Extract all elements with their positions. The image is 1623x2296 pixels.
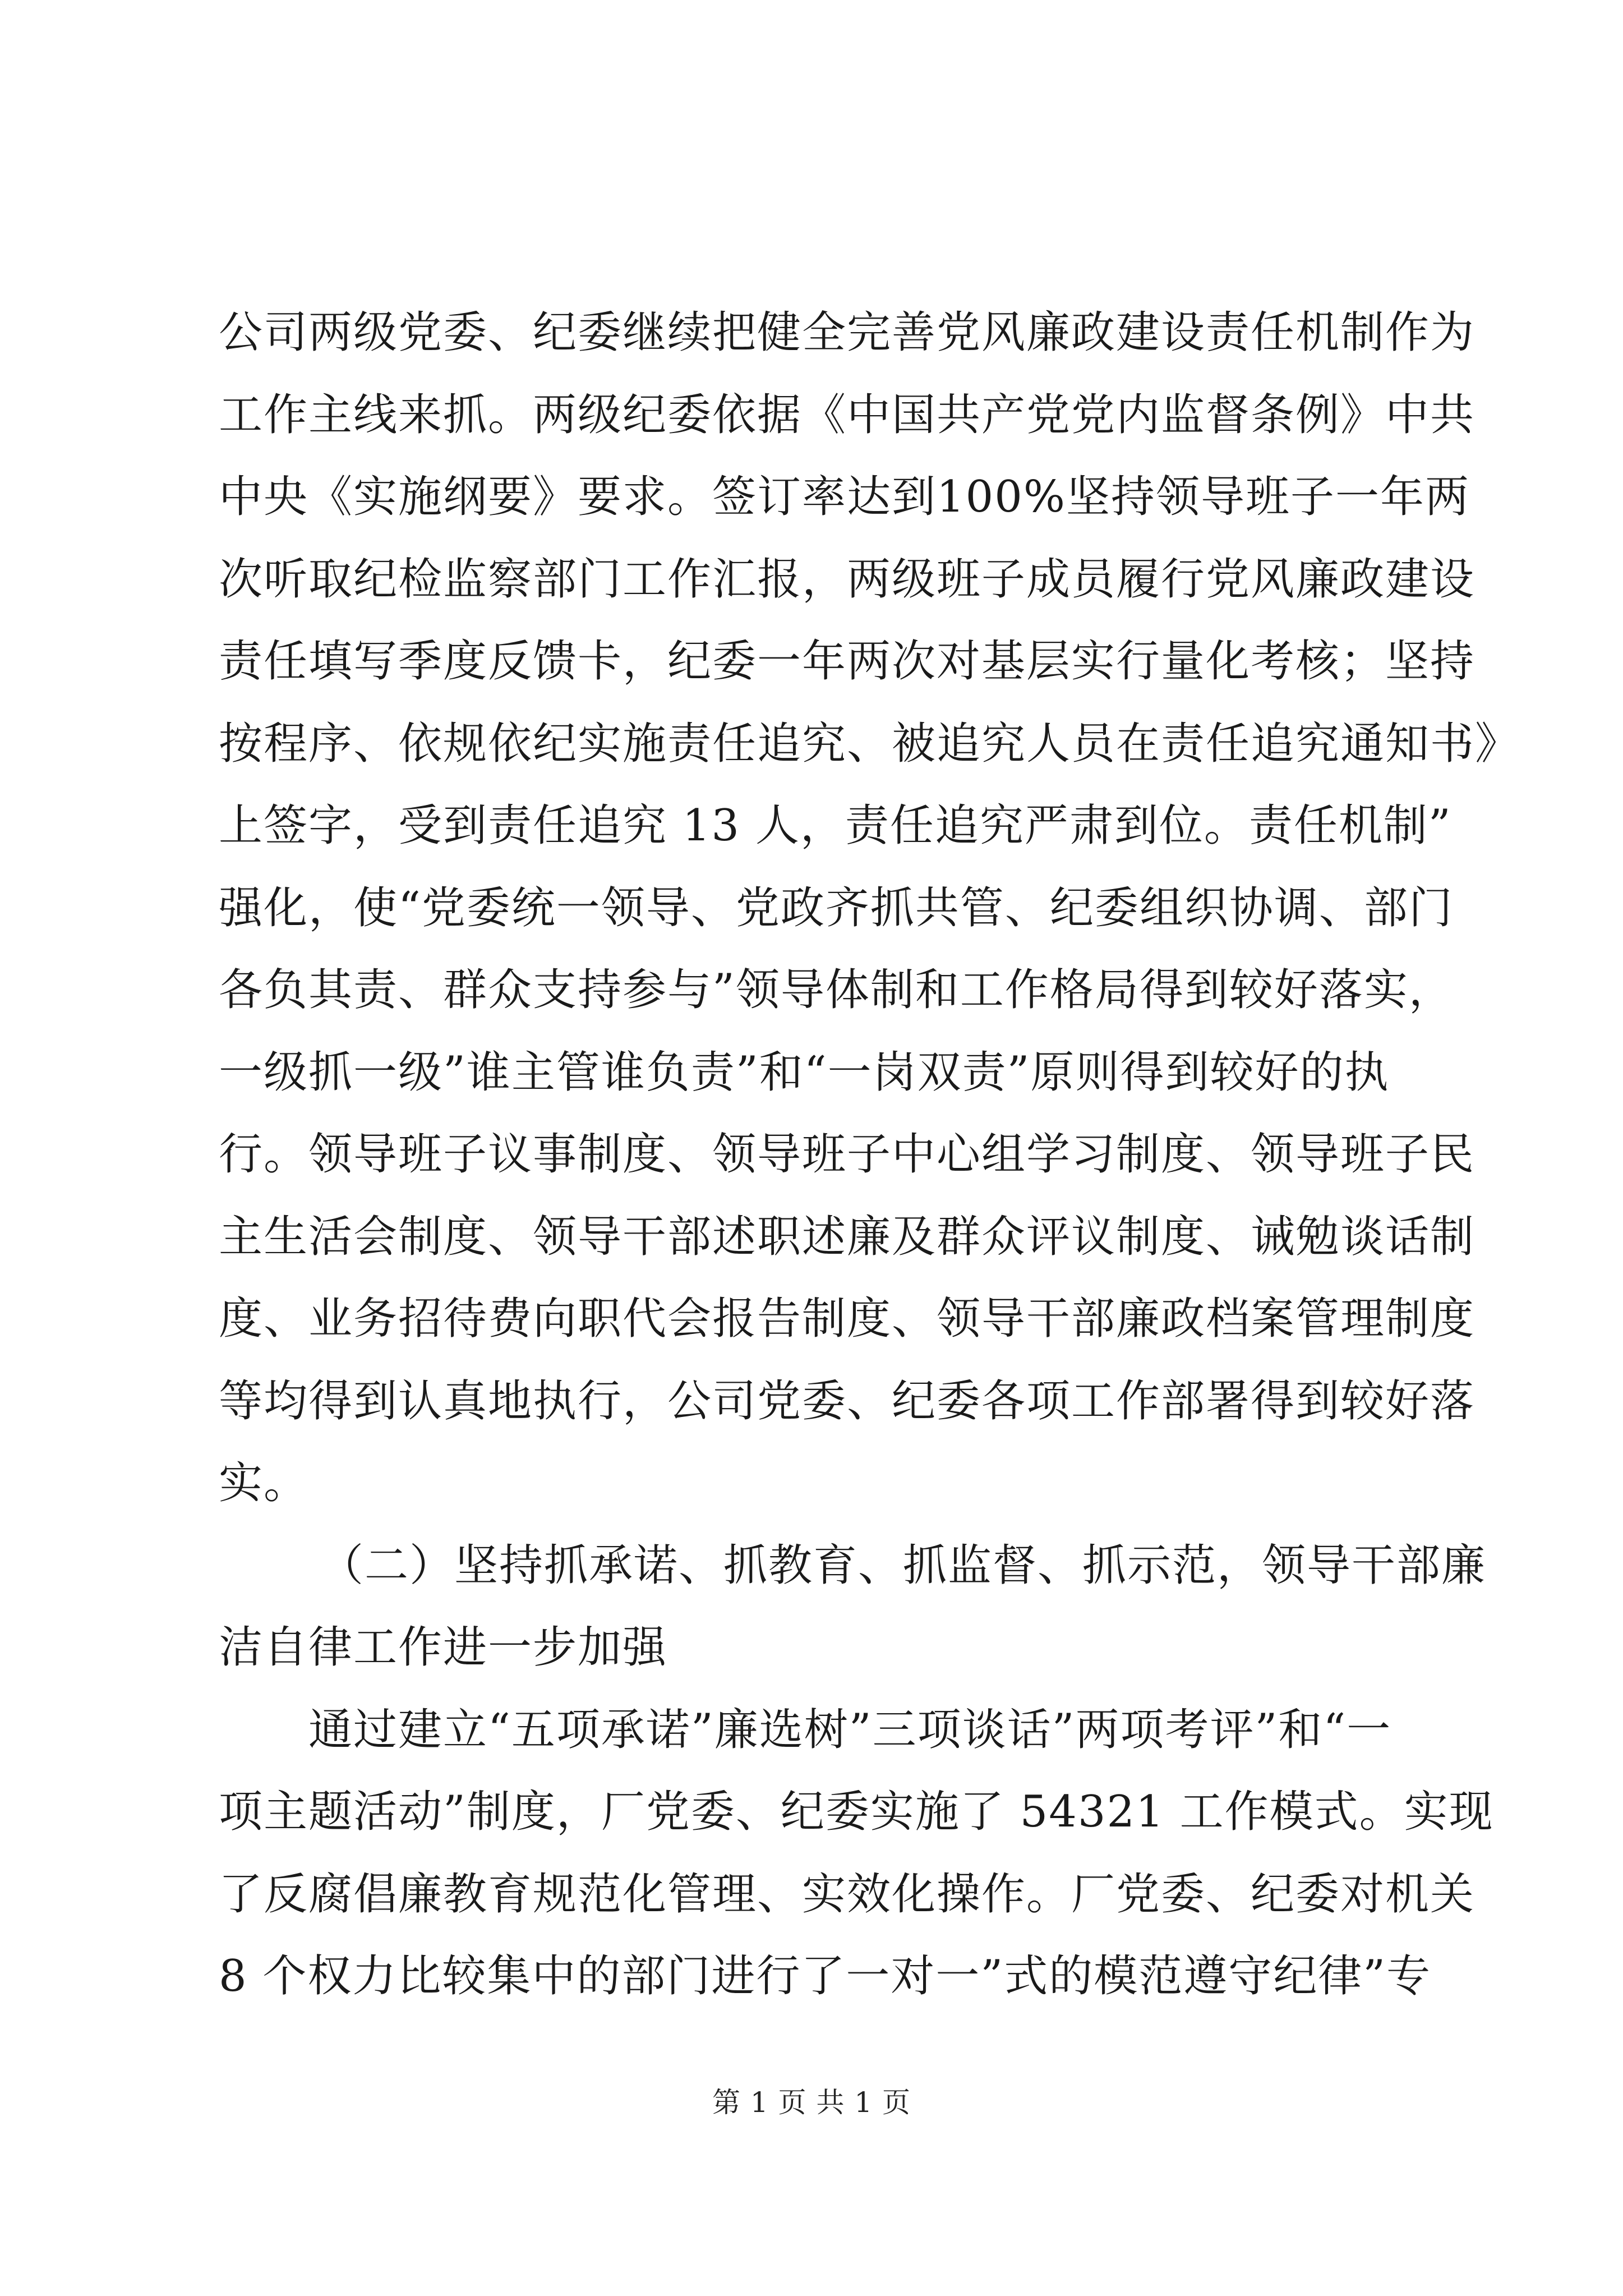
section-heading-continued: 洁自律工作进一步加强 <box>219 1622 668 1673</box>
text-line: 行。领导班子议事制度、领导班子中心组学习制度、领导班子民 <box>219 1129 1476 1180</box>
text-line: 次听取纪检监察部门工作汇报，两级班子成员履行党风廉政建设 <box>219 554 1476 605</box>
text-line: 项主题活动”制度，厂党委、纪委实施了 54321 工作模式。实现 <box>219 1787 1494 1837</box>
text-line: 按程序、依规依纪实施责任追究、被追究人员在责任追究通知书》 <box>219 718 1520 769</box>
text-line: 度、业务招待费向职代会报告制度、领导干部廉政档案管理制度 <box>219 1294 1476 1344</box>
text-line: 公司两级党委、纪委继续把健全完善党风廉政建设责任机制作为 <box>219 307 1476 358</box>
text-line: 工作主线来抓。两级纪委依据《中国共产党党内监督条例》中共 <box>219 389 1476 440</box>
text-line: 通过建立“五项承诺”廉选树”三项谈话”两项考评”和“一 <box>308 1704 1392 1755</box>
section-heading: （二）坚持抓承诺、抓教育、抓监督、抓示范，领导干部廉 <box>320 1540 1487 1591</box>
page-number-footer: 第 1 页 共 1 页 <box>712 2086 911 2119</box>
text-line: 上签字，受到责任追究 13 人，责任追究严肃到位。责任机制” <box>219 800 1452 851</box>
text-line: 实。 <box>219 1458 309 1508</box>
text-line: 中央《实施纲要》要求。签订率达到100%坚持领导班子一年两 <box>219 472 1470 522</box>
text-line: 一级抓一级”谁主管谁负责”和“一岗双责”原则得到较好的执 <box>219 1047 1390 1098</box>
text-line: 各负其责、群众支持参与”领导体制和工作格局得到较好落实， <box>219 965 1454 1015</box>
document-body <box>219 292 1520 2018</box>
text-line: 了反腐倡廉教育规范化管理、实效化操作。厂党委、纪委对机关 <box>219 1869 1476 1920</box>
text-line: 责任填写季度反馈卡，纪委一年两次对基层实行量化考核；坚持 <box>219 636 1476 687</box>
text-line: 主生活会制度、领导干部述职述廉及群众评议制度、诫勉谈话制 <box>219 1211 1476 1262</box>
text-line: 8 个权力比较集中的部门进行了一对一”式的模范遵守纪律”专 <box>219 1951 1432 2001</box>
text-line: 强化，使“党委统一领导、党政齐抓共管、纪委组织协调、部门 <box>219 882 1454 933</box>
text-line: 等均得到认真地执行，公司党委、纪委各项工作部署得到较好落 <box>219 1375 1476 1427</box>
